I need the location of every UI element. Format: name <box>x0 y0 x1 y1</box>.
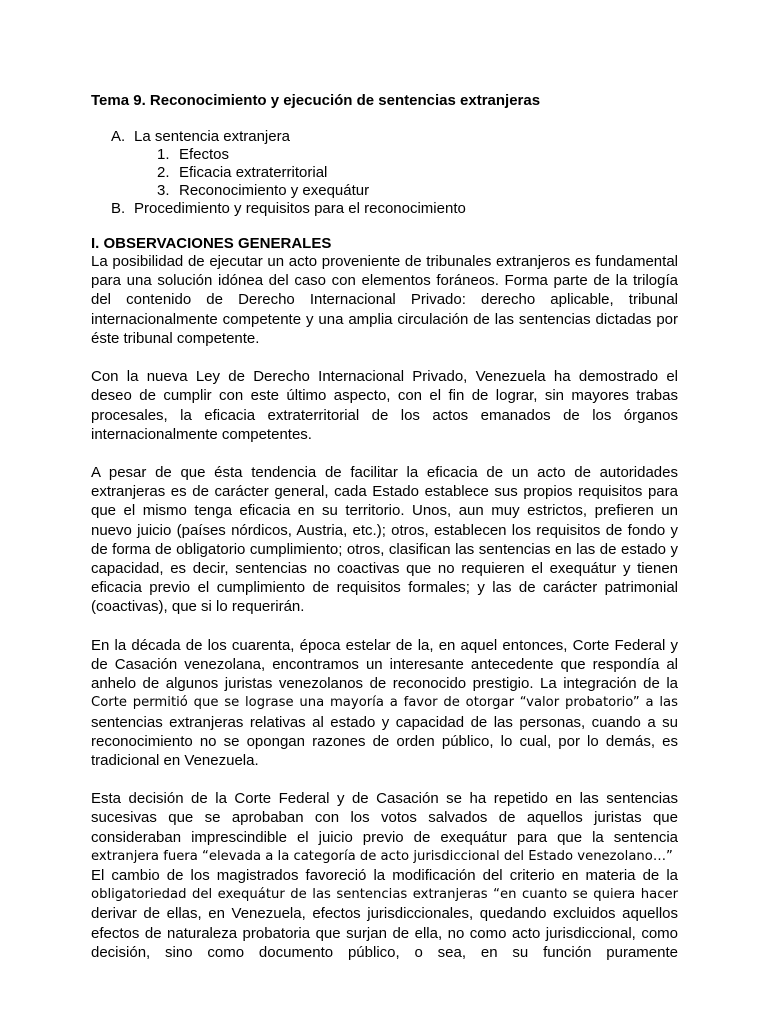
outline-text: Eficacia extraterritorial <box>179 164 328 181</box>
body-text <box>91 252 678 962</box>
text-line: En la década de los cuarenta, época estelar de la, en aquel entonces, Corte Federal y <box>91 636 678 654</box>
outline-marker: 2. <box>157 164 170 181</box>
text-line: Esta decisión de la Corte Federal y de Casación se ha repetido en las sentencias <box>91 790 678 808</box>
outline-marker: 3. <box>157 182 170 199</box>
text-line: eficacia previo el cumplimiento de requisitos formales; y las de carácter patrimonial <box>91 579 678 597</box>
paragraph <box>91 252 678 348</box>
outline-text: Reconocimiento y exequátur <box>179 182 370 199</box>
text-line: efectos de naturaleza probatoria que surjan de ella, no como acto jurisdiccional, como <box>91 924 678 942</box>
text-line: internacionalmente competentes. <box>91 425 312 443</box>
page-title: Tema 9. Reconocimiento y ejecución de sentencias extranjeras <box>91 92 541 109</box>
text-line: de Casación venezolana, encontramos un interesante antecedente que respondía al <box>91 655 678 673</box>
text-line: decisión, sino como documento público, o sea, en su función puramente <box>91 943 678 961</box>
text-line: capacidad, es decir, sentencias no coactivas que no requieren el exequátur y tienen <box>91 560 678 577</box>
text-line: sentencias extranjeras relativas al estado y capacidad de las personas, cuando a su <box>91 713 678 731</box>
text-line: sucesivas que se aprobaban con los votos salvados de aquellos juristas que <box>91 809 678 827</box>
outline-text: Efectos <box>179 146 230 163</box>
text-line: Corte permitió que se lograse una mayoría a favor de otorgar “valor probatorio” a las <box>91 695 678 711</box>
outline-item <box>91 128 691 146</box>
text-line: Con la nueva Ley de Derecho Internacional Privado, Venezuela ha demostrado el <box>91 368 678 386</box>
text-line: nuevo juicio (países nórdicos, Austria, etc.); otros, establecen los requisitos de fondo y <box>91 521 678 539</box>
outline-marker: B. <box>111 200 126 217</box>
text-line: obligatoriedad del exequátur de las sentencias extranjeras “en cuanto se quiera hacer <box>91 887 678 903</box>
section-heading: I. OBSERVACIONES GENERALES <box>91 235 332 252</box>
text-line: internacionalmente competente y una amplia circulación de las sentencias dictadas por <box>91 310 678 328</box>
text-line: extranjera fuera “elevada a la categoría de acto jurisdiccional del Estado venezolano…” <box>91 848 673 864</box>
text-line: (coactivas), que si lo requerirán. <box>91 598 305 616</box>
paragraph <box>91 463 678 617</box>
text-line: anhelo de algunos juristas venezolanos de reconocido prestigio. La integración de la <box>91 675 678 693</box>
text-line: éste tribunal competente. <box>91 329 260 347</box>
text-line: reconocimiento no se opongan razones de orden público, lo cual, por lo demás, es <box>91 732 678 750</box>
text-line: extranjeras es de carácter general, cada Estado establece sus propios requisitos para <box>91 483 678 501</box>
text-line: tradicional en Venezuela. <box>91 751 259 769</box>
paragraph <box>91 367 678 444</box>
paragraph <box>91 636 678 770</box>
text-line: A pesar de que ésta tendencia de facilitar la eficacia de un acto de autoridades <box>91 464 678 482</box>
text-line: derivar de ellas, en Venezuela, efectos jurisdiccionales, quedando excluidos aquellos <box>91 905 678 923</box>
text-line: de forma de obligatorio cumplimiento; otros, clasifican las sentencias en las de estado y <box>91 540 678 558</box>
text-line: La posibilidad de ejecutar un acto proveniente de tribunales extranjeros es fundamental <box>91 253 678 270</box>
text-line: consideraban imprescindible el juicio previo de exequátur para que la sentencia <box>91 828 678 846</box>
text-line: que el mismo tenga eficacia en su territorio. Unos, aun muy estrictos, prefieren un <box>91 502 678 520</box>
text-line: para una solución idónea del caso con elementos foráneos. Forma parte de la trilogía <box>91 272 678 290</box>
outline-subitem <box>91 164 691 182</box>
text-line: El cambio de los magistrados favoreció la modificación del criterio en materia de la <box>91 867 678 884</box>
outline-text: Procedimiento y requisitos para el reconocimiento <box>134 200 466 217</box>
outline-text: La sentencia extranjera <box>134 128 290 145</box>
outline-marker: A. <box>111 128 126 145</box>
text-line: deseo de cumplir con este último aspecto, con el fin de lograr, sin mayores trabas <box>91 387 678 405</box>
outline-item <box>91 200 691 218</box>
outline-marker: 1. <box>157 146 170 163</box>
topic-outline <box>91 128 691 218</box>
outline-subitem <box>91 182 691 200</box>
paragraph <box>91 789 678 962</box>
text-line: del contenido de Derecho Internacional Privado: derecho aplicable, tribunal <box>91 291 678 309</box>
outline-subitem <box>91 146 691 164</box>
text-line: procesales, la eficacia extraterritorial de los actos emanados de los órganos <box>91 406 678 424</box>
